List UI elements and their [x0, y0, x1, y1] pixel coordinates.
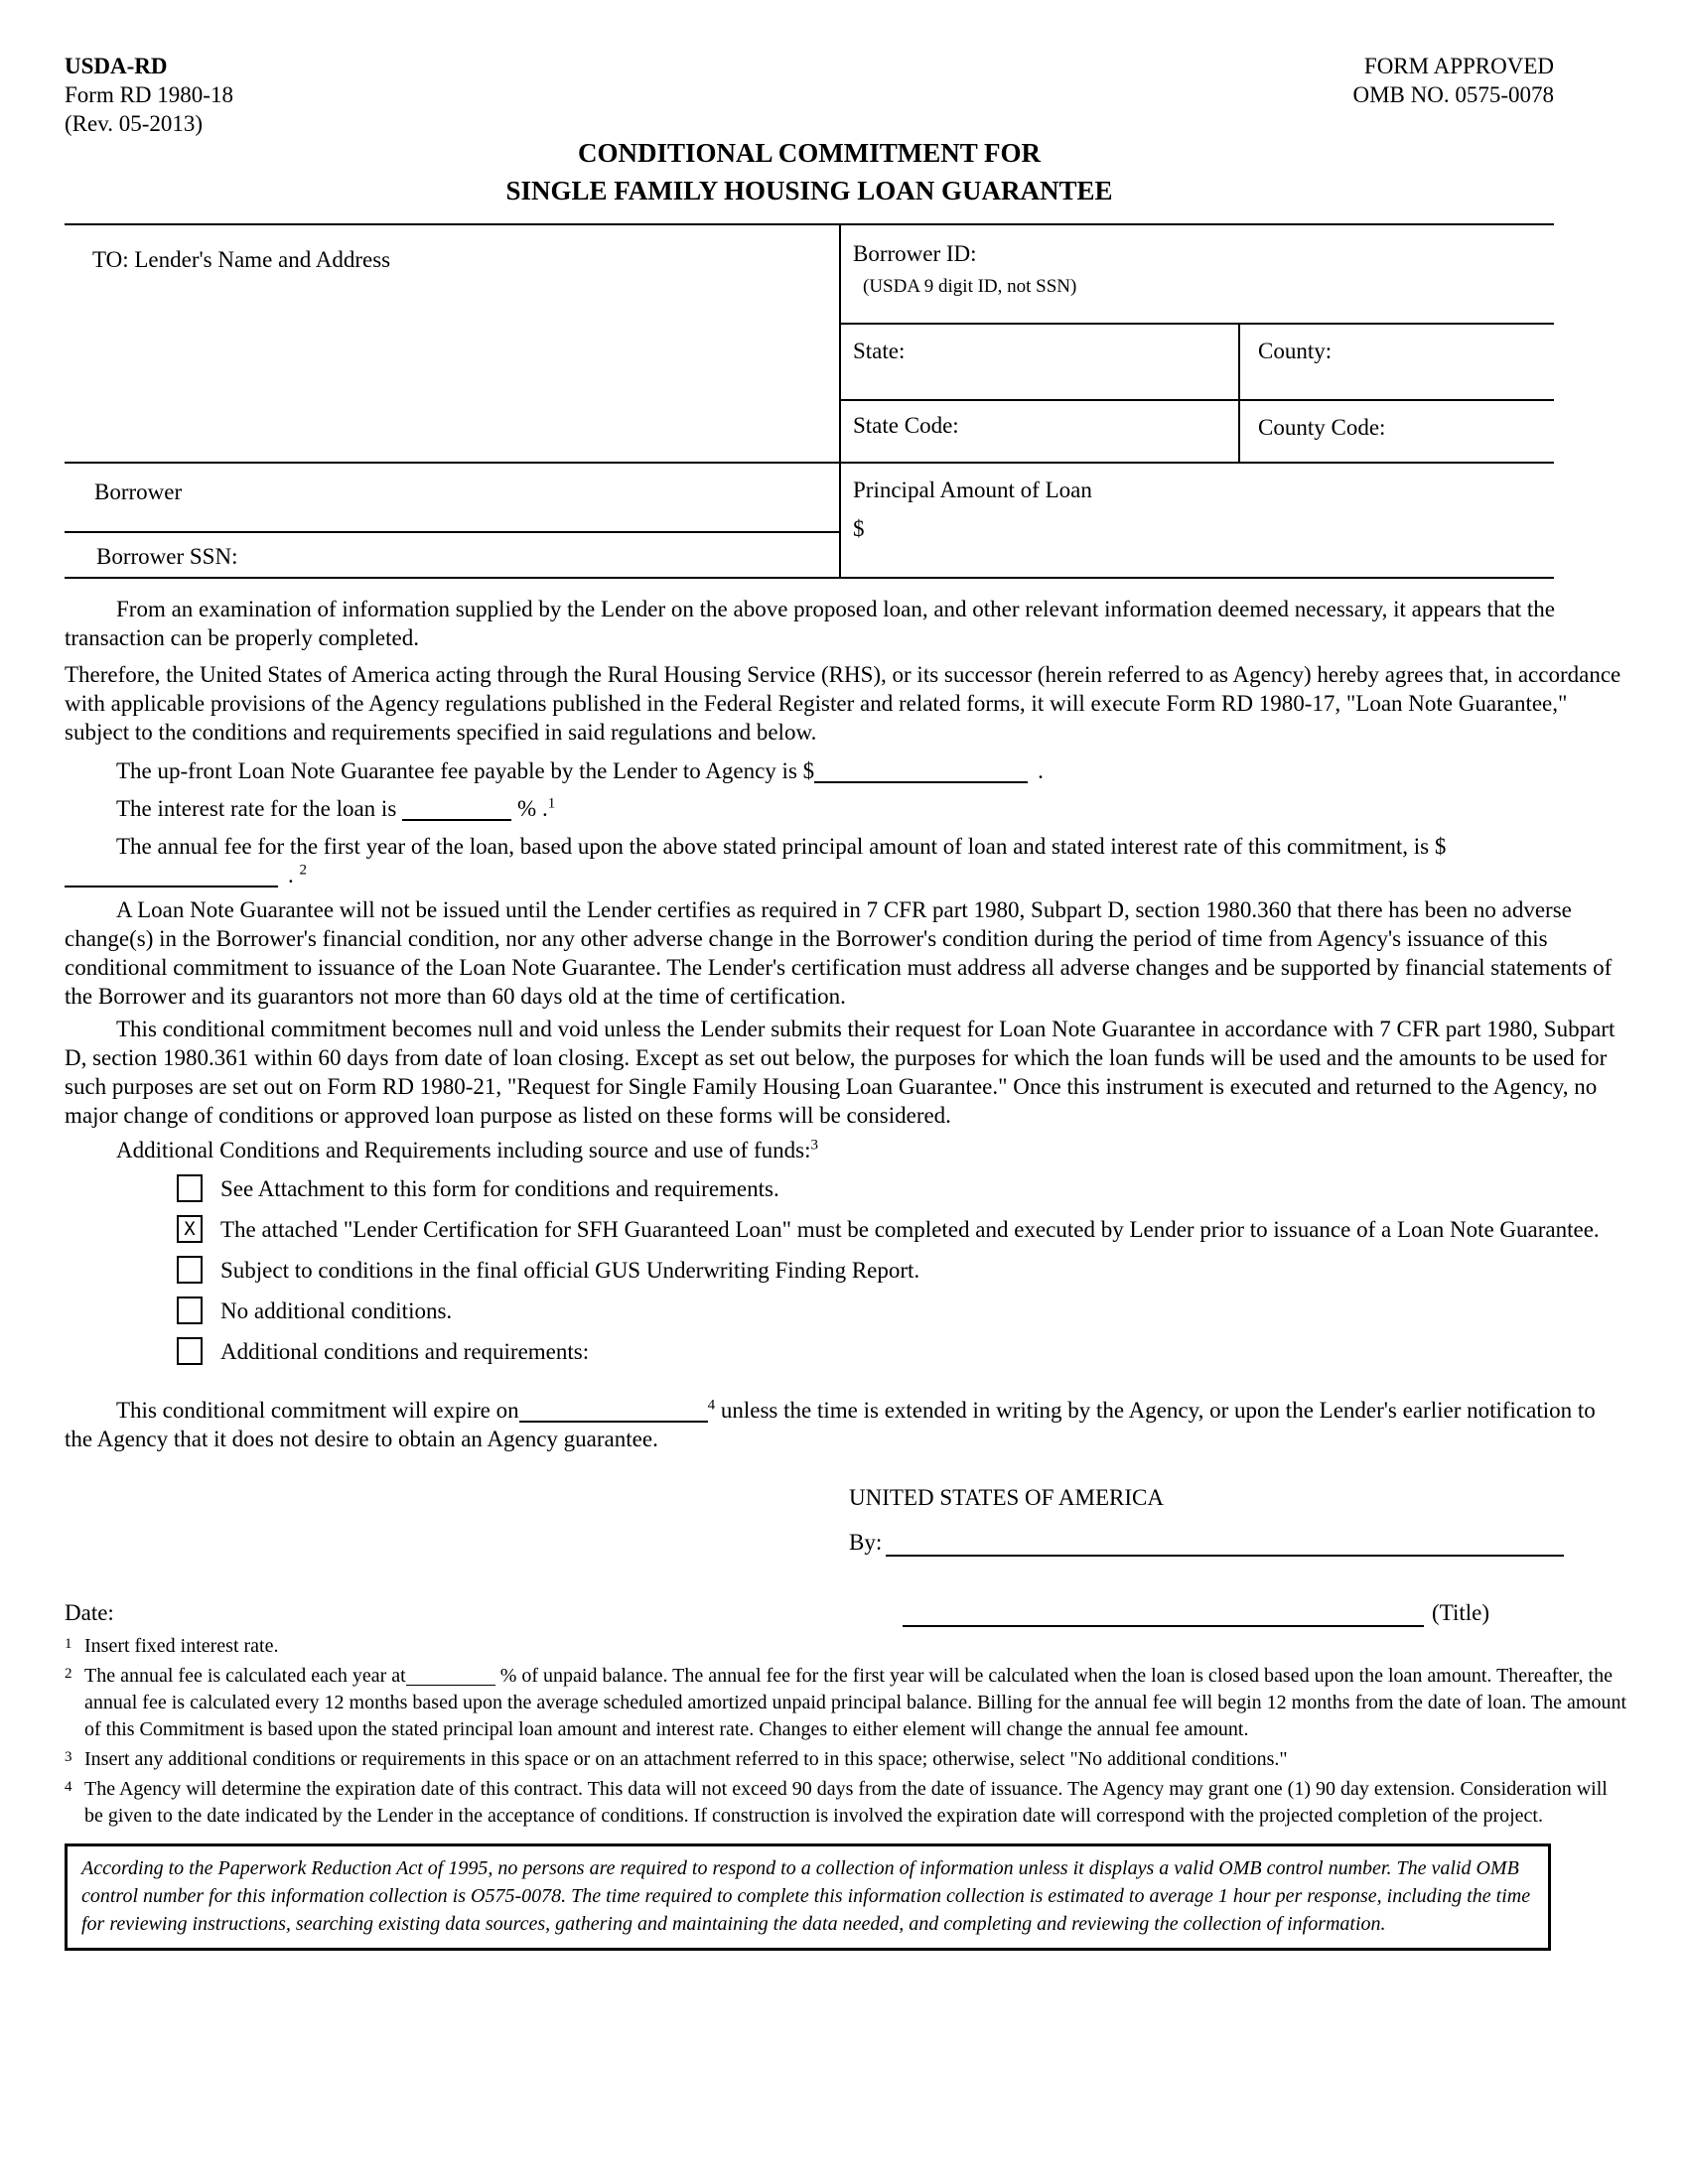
form-approved-block — [1352, 52, 1554, 138]
by-signature-line[interactable] — [886, 1528, 1564, 1557]
footnotes — [65, 1633, 1628, 1830]
interest-rate-line — [65, 794, 1628, 823]
paragraph-null-and-void: This conditional commitment becomes null and void unless the Lender submits their request for Loan Note Guarantee in accordance with 7 CFR part 1980, Subpart D, section 1980.361 within 60 days from date of loan closing. Except as set out below, the purposes for which the loan funds will be used and the amounts to be used for such purposes are set out on Form RD 1980-21, "Request for Single Family Housing Loan Guarantee." Once this instrument is executed and returned to the Agency, no major change of conditions or approved loan purpose as listed on these forms will be considered. — [65, 1017, 1616, 1128]
annual-fee-blank[interactable] — [65, 886, 278, 887]
expiration-text: This conditional commitment will expire on — [116, 1398, 519, 1423]
united-states-label: UNITED STATES OF AMERICA — [849, 1485, 1164, 1510]
borrower-ssn-label: Borrower SSN: — [96, 544, 238, 569]
agency-name: USDA-RD — [65, 54, 168, 78]
title-signature-line[interactable] — [903, 1617, 1424, 1627]
paragraph-therefore: Therefore, the United States of America acting through the Rural Housing Service (RHS), or its successor (herein referred to as Agency) hereby agrees that, in accordance with applicable provisions of the Agency regulations published in the Federal Register and related forms, it will execute Form RD 1980-17, "Loan Note Guarantee," subject to the conditions and requirements specified in said regulations and below. — [65, 662, 1621, 745]
state-cell[interactable] — [841, 325, 1238, 399]
annual-fee-text: The annual fee for the first year of the loan, based upon the above stated principal amount of loan and stated interest rate of this commitment, is $ — [116, 834, 1447, 859]
lender-name-address-cell[interactable] — [65, 225, 839, 462]
additional-requirements-checkbox[interactable] — [177, 1337, 203, 1365]
interest-rate-unit: % . — [517, 796, 548, 821]
gus-report-checkbox[interactable] — [177, 1256, 203, 1284]
state-code-label: State Code: — [853, 413, 959, 438]
footnote-4 — [65, 1776, 1628, 1830]
id-location-column — [839, 225, 1554, 462]
table-row — [65, 464, 1554, 577]
checkbox-row-gus-report — [65, 1256, 1628, 1285]
interest-rate-text: The interest rate for the loan is — [116, 796, 397, 821]
annual-fee-line — [65, 832, 1628, 889]
borrower-ssn-cell[interactable] — [65, 533, 839, 577]
date-label: Date: — [65, 1600, 114, 1625]
form-id-block — [65, 52, 233, 138]
title-signature-group — [903, 1598, 1489, 1627]
state-label: State: — [853, 339, 906, 363]
footnote-ref-4: 4 — [707, 1397, 716, 1414]
footnote-number: 2 — [65, 1666, 72, 1682]
checkbox-row-additional-requirements — [65, 1337, 1628, 1366]
footnote-3 — [65, 1746, 1628, 1773]
footnote-text: Insert any additional conditions or requirements in this space or on an attachment referred to in this space; otherwise, select "No additional conditions." — [84, 1748, 1288, 1770]
borrower-id-label: Borrower ID: — [853, 241, 977, 266]
no-additional-conditions-checkbox[interactable] — [177, 1297, 203, 1324]
footnote-number: 4 — [65, 1779, 72, 1795]
footnote-ref-1: 1 — [547, 795, 556, 812]
form-title — [65, 134, 1554, 209]
footnote-2-prefix: The annual fee is calculated each year at — [84, 1665, 406, 1687]
form-approved-label: FORM APPROVED — [1363, 54, 1554, 78]
footnote-ref-3: 3 — [810, 1137, 818, 1154]
by-signature-row — [849, 1528, 1564, 1557]
form-number: Form RD 1980-18 — [65, 82, 233, 107]
state-code-cell[interactable] — [841, 401, 1238, 462]
footnote-number: 1 — [65, 1636, 72, 1652]
lender-name-address-label: TO: Lender's Name and Address — [92, 247, 391, 272]
page-header — [65, 52, 1554, 138]
checkbox-label: Subject to conditions in the final official GUS Underwriting Finding Report. — [220, 1258, 920, 1283]
checkbox-label: The attached "Lender Certification for SFH Guaranteed Loan" must be completed and executed by Lender prior to issuance of a Loan Note Guarantee. — [220, 1217, 1600, 1242]
borrower-column — [65, 464, 839, 577]
annual-fee-period: . — [288, 863, 294, 887]
county-code-label: County Code: — [1258, 415, 1386, 440]
upfront-fee-line — [65, 756, 1628, 785]
footnote-text: Insert fixed interest rate. — [84, 1635, 279, 1657]
county-label: County: — [1258, 339, 1333, 363]
principal-amount-cell[interactable] — [839, 464, 1554, 577]
upfront-fee-period: . — [1038, 758, 1044, 783]
expiration-date-blank[interactable] — [519, 1421, 708, 1423]
upfront-fee-blank[interactable] — [814, 781, 1028, 783]
expiration-continuation: unless the time is extended in writing by the Agency, or upon the Lender's earlier notification to the Agency that it does not desire to obtain an Agency guarantee. — [65, 1398, 1596, 1451]
paperwork-reduction-notice: According to the Paperwork Reduction Act of 1995, no persons are required to respond to a collection of information unless it displays a valid OMB control number. The valid OMB control number for this information collection is O575-0078. The time required to complete this information collection is estimated to average 1 hour per response, including the time for reviewing instructions, searching existing data sources, gathering and maintaining the data needed, and completing and reviewing the collection of information. — [65, 1843, 1551, 1951]
form-title-line2: SINGLE FAMILY HOUSING LOAN GUARANTEE — [505, 176, 1113, 205]
table-row — [65, 225, 1554, 464]
omb-number: OMB NO. 0575-0078 — [1352, 82, 1554, 107]
checkbox-label: Additional conditions and requirements: — [220, 1339, 590, 1364]
additional-conditions-label: Additional Conditions and Requirements including source and use of funds: — [116, 1138, 811, 1162]
footnote-number: 3 — [65, 1749, 72, 1765]
footnote-ref-2: 2 — [299, 862, 307, 879]
checkbox-label: No additional conditions. — [220, 1298, 453, 1323]
header-table — [65, 223, 1554, 579]
form-title-line1: CONDITIONAL COMMITMENT FOR — [577, 138, 1042, 168]
footnote-2 — [65, 1663, 1628, 1743]
borrower-id-hint: (USDA 9 digit ID, not SSN) — [863, 276, 1077, 297]
lender-certification-checkbox[interactable]: X — [177, 1215, 203, 1243]
upfront-fee-text: The up-front Loan Note Guarantee fee payable by the Lender to Agency is $ — [116, 758, 815, 783]
footnote-text — [84, 1663, 1628, 1743]
dollar-sign: $ — [853, 516, 865, 541]
form-revision: (Rev. 05-2013) — [65, 111, 204, 136]
checkbox-row-lender-certification — [65, 1215, 1628, 1244]
by-label: By: — [849, 1530, 883, 1555]
checkbox-row-no-additional — [65, 1297, 1628, 1325]
annual-fee-percent-blank[interactable] — [406, 1685, 495, 1686]
borrower-cell[interactable] — [65, 464, 839, 533]
footnote-2-suffix: % of unpaid balance. The annual fee for the first year will be calculated when the loan is closed based upon the loan amount. Thereafter, the annual fee is calculated every 12 months based upon the average scheduled amortized unpaid principal balance. Billing for the annual fee will begin 12 months from the date of loan. The amount of this Commitment is based upon the stated principal loan amount and interest rate. Changes to either element will change the annual fee amount. — [84, 1665, 1627, 1740]
table-row — [841, 401, 1554, 462]
title-label: (Title) — [1432, 1600, 1489, 1625]
interest-rate-blank[interactable] — [402, 819, 511, 821]
table-row — [841, 325, 1554, 401]
footnote-text: The Agency will determine the expiration date of this contract. This data will not exceed 90 days from the date of issuance. The Agency may grant one (1) 90 day extension. Consideration will be given to the date indicated by the Lender in the acceptance of conditions. If construction is involved the expiration date will correspond with the projected completion of the project. — [84, 1778, 1608, 1827]
borrower-id-cell[interactable] — [841, 225, 1554, 325]
expiration-paragraph — [65, 1396, 1628, 1453]
county-cell[interactable] — [1238, 325, 1554, 399]
paragraph-guarantee-conditions: A Loan Note Guarantee will not be issued until the Lender certifies as required in 7 CFR part 1980, Subpart D, section 1980.360 that there has been no adverse change(s) in the Borrower's financial condition, nor any other adverse change in the Borrower's condition during the period of time from Agency's issuance of this conditional commitment to issuance of the Loan Note Guarantee. The Lender's certification must address all adverse changes and be supported by financial statements of the Borrower and its guarantors not more than 60 days old at the time of certification. — [65, 897, 1613, 1009]
footnote-1 — [65, 1633, 1628, 1660]
attachment-checkbox[interactable] — [177, 1174, 203, 1202]
paragraph-examination: From an examination of information supplied by the Lender on the above proposed loan, and other relevant information deemed necessary, it appears that the transaction can be properly completed. — [65, 597, 1555, 650]
checkbox-label: See Attachment to this form for conditions and requirements. — [220, 1176, 779, 1201]
borrower-label: Borrower — [94, 479, 183, 504]
county-code-cell[interactable] — [1238, 401, 1554, 462]
additional-conditions-heading — [65, 1136, 1628, 1164]
checkbox-row-attachment — [65, 1174, 1628, 1203]
principal-amount-label: Principal Amount of Loan — [853, 478, 1092, 502]
date-title-row — [65, 1598, 1628, 1627]
